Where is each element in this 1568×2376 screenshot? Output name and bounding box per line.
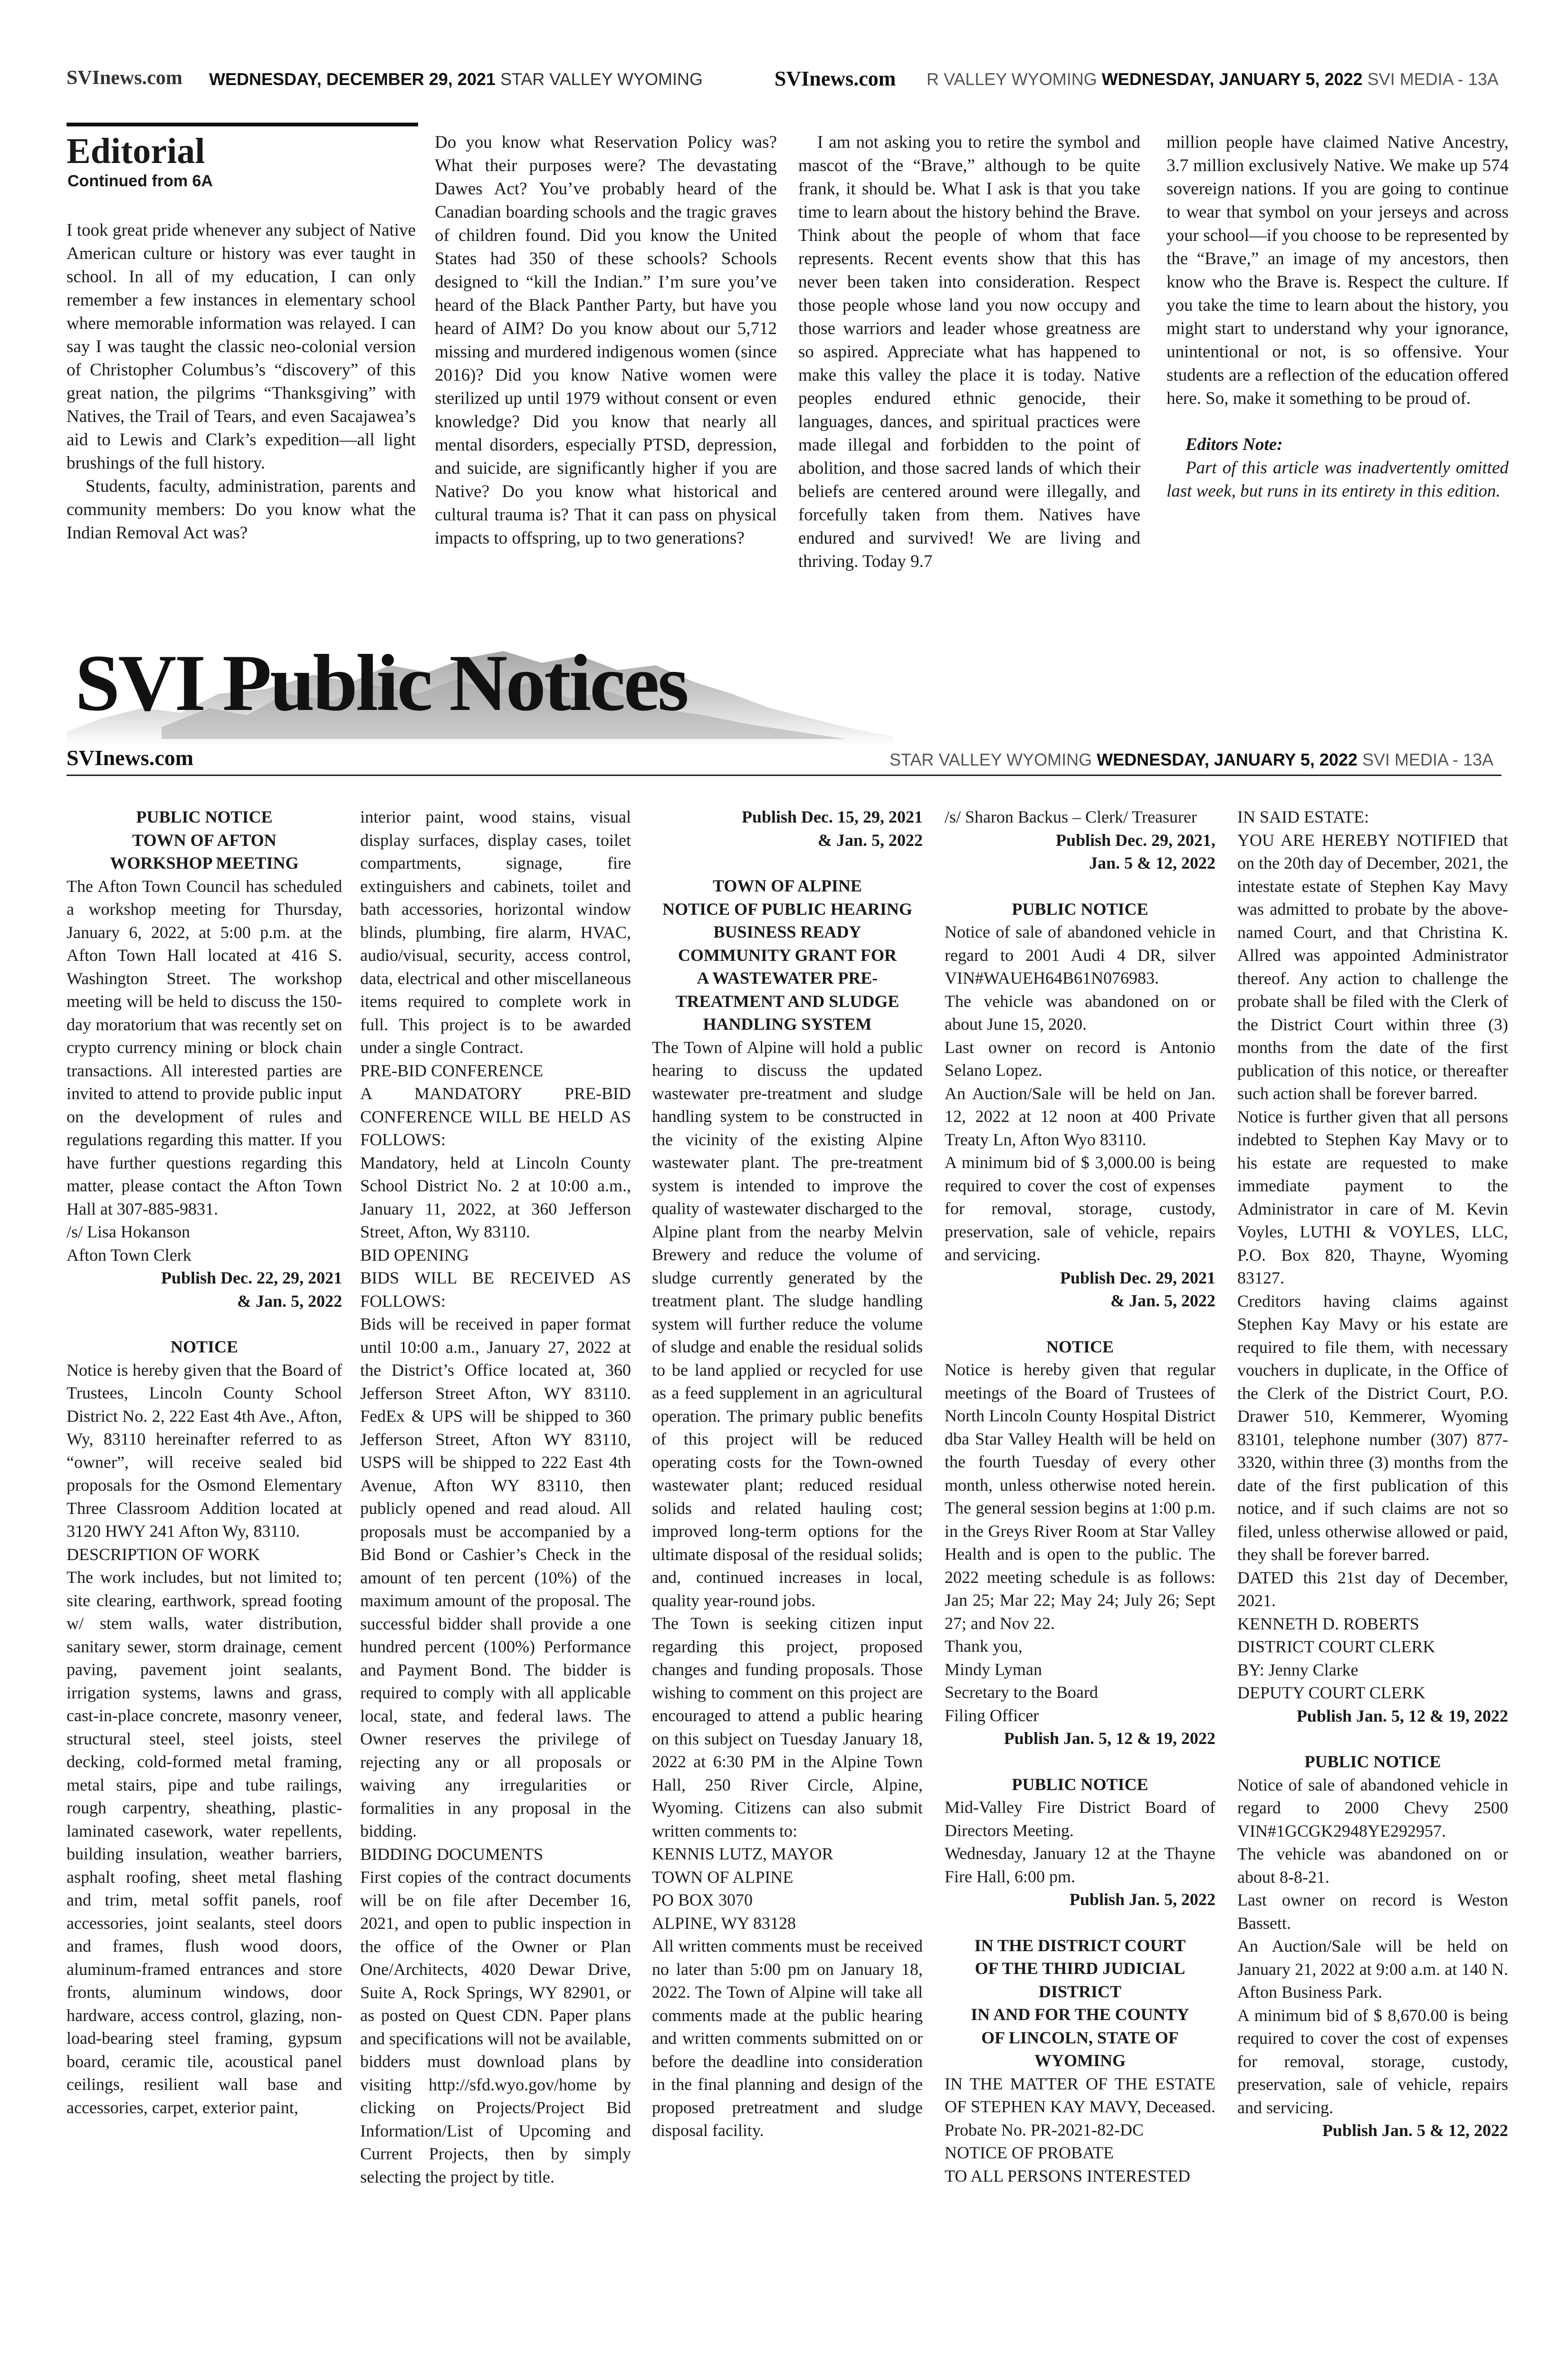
- notice-address: TOWN OF ALPINE: [652, 1867, 794, 1887]
- publish-line: Publish Jan. 5, 2022: [1069, 1890, 1215, 1909]
- notice-body: Last owner on record is Weston Bassett.: [1237, 1890, 1508, 1933]
- notice-body: Notice of sale of abandoned vehicle in regard to 2000 Chevy 2500 VIN#1GCGK2948YE292957.: [1237, 1775, 1508, 1840]
- notice-heading: A WASTEWATER PRE-: [697, 968, 878, 987]
- notice-address: KENNIS LUTZ, MAYOR: [652, 1844, 833, 1863]
- masthead-date: STAR VALLEY WYOMING WEDNESDAY, JANUARY 5, 2022 SVI MEDIA - 13A: [889, 750, 1494, 769]
- publish-line: Publish Jan. 5, 12 & 19, 2022: [1296, 1706, 1508, 1725]
- notices-col-4: [945, 805, 1215, 2187]
- notice-body: The Town is seeking citizen input regarding this project, proposed changes and funding proposals. Those wishing to comment on this project are encouraged to attend a public hearing on this subject on Tuesday January 18, 2022 at 6:30 PM in the Alpine Town Hall, 250 River Circle, Alpine, Wyoming. Citizens can also submit written comments to:: [652, 1614, 923, 1840]
- publish-line: & Jan. 5, 2022: [817, 830, 923, 850]
- editorial-rule: [67, 123, 418, 126]
- notices-col-3: [652, 805, 923, 2142]
- notice-heading: WORKSHOP MEETING: [110, 853, 299, 872]
- notice-body: Notice is hereby given that the Board of Trustees, Lincoln County School District No. 2, 222 East 4th Ave., Afton, Wy, 83110 hereinafter referred to as “owner”, will receive sealed bid proposals for the Osmond Elementary Three Classroom Addition located at 3120 HWY 241 Afton Wy, 83110.: [67, 1360, 342, 1541]
- notice-body: A minimum bid of $ 8,670.00 is being required to cover the cost of expenses for removal, storage, custody, preservation, sale of vehicle, repairs and servicing.: [1237, 2005, 1508, 2117]
- publish-line: Publish Jan. 5 & 12, 2022: [1322, 2121, 1508, 2140]
- notice-heading: IN THE DISTRICT COURT: [974, 1935, 1186, 1955]
- notice-body: IN THE MATTER OF THE ESTATE OF STEPHEN KAY MAVY, Deceased.: [945, 2074, 1216, 2116]
- notice-heading: DISTRICT: [1038, 1982, 1122, 2001]
- notice-subheading: BID OPENING: [360, 1245, 469, 1265]
- notice-heading: OF THE THIRD JUDICIAL: [975, 1959, 1186, 1978]
- notice-address: ALPINE, WY 83128: [652, 1913, 796, 1933]
- editorial-title: Editorial: [67, 131, 205, 171]
- editorial-continued: Continued from 6A: [67, 172, 213, 190]
- editorial-paragraph: Students, faculty, administration, parents and community members: Do you know what the Indian Removal Act was?: [67, 477, 416, 543]
- notice-address: PO BOX 3070: [652, 1890, 753, 1909]
- publish-line: Publish Dec. 29, 2021: [1060, 1268, 1215, 1287]
- masthead-site: SVInews.com: [67, 746, 194, 770]
- notice-signature: KENNETH D. ROBERTS: [1237, 1614, 1419, 1633]
- notices-col-5: [1237, 805, 1508, 2142]
- notice-heading: COMMUNITY GRANT FOR: [678, 945, 897, 965]
- notice-heading: PUBLIC NOTICE: [1012, 899, 1148, 919]
- notice-body: Notice is hereby given that regular meetings of the Board of Trustees of North Lincoln County Hospital District dba Star Valley Health will be held on the fourth Tuesday of every other month, unless otherwise noted herein. The general session begins at 1:00 p.m. in the Greys River Room at Star Valley Health and is open to the public. The 2022 meeting schedule is as follows: Jan 25; Mar 22; May 24; July 26; Sept 27; and Nov 22.: [945, 1360, 1215, 1633]
- publish-line: Publish Jan. 5, 12 & 19, 2022: [1004, 1729, 1215, 1748]
- notice-heading: PUBLIC NOTICE: [1304, 1752, 1441, 1771]
- notice-signature: Mindy Lyman: [945, 1659, 1042, 1679]
- notice-body: BIDS WILL BE RECEIVED AS FOLLOWS:: [360, 1268, 631, 1311]
- publish-line: Publish Dec. 15, 29, 2021: [741, 807, 923, 826]
- notice-signature: Thank you,: [945, 1637, 1023, 1656]
- notice-heading: NOTICE: [1046, 1337, 1114, 1356]
- editorial-paragraph: million people have claimed Native Ancestry, 3.7 million exclusively Native. We make up 574 sovereign nations. If you are going to continue to wear that symbol on your jerseys and across your school—if you choose to be represented by the “Brave,” an image of my ancestors, then know who the Brave is. Respect the culture. If you take the time to learn about the history, you might start to understand why your ignorance, unintentional or not, is so offensive. Your students are a reflection of the education offered here. So, make it something to be proud of.: [1166, 133, 1509, 408]
- notice-subheading: DESCRIPTION OF WORK: [67, 1544, 260, 1564]
- notice-body: The vehicle was abandoned on or about 8-8-21.: [1237, 1844, 1508, 1887]
- notice-signature: DISTRICT COURT CLERK: [1237, 1637, 1435, 1656]
- notice-body: IN SAID ESTATE:: [1237, 807, 1369, 826]
- publish-line: & Jan. 5, 2022: [1110, 1291, 1215, 1310]
- editorial-paragraph: Do you know what Reservation Policy was? What their purposes were? The devastating Dawes Act? You’ve probably heard of the Canadian boarding schools and the tragic graves of children found. Did you know the United States had 350 of these schools? Schools designed to “kill the Indian.” I’m sure you’ve heard of the Black Panther Party, but have you heard of AIM? Do you know about our 5,712 missing and murdered indigenous women (since 2016)? Did you know Native women were sterilized up until 1979 without consent or even knowledge? Did you know that nearly all mental disorders, especially PTSD, depression, and suicide, are significantly higher if you are Native? Do you know what historical and cultural trauma is? That it can pass on physical impacts to offspring, up to two generations?: [435, 133, 777, 548]
- notice-signature: Afton Town Clerk: [67, 1245, 191, 1265]
- notices-col-2: [360, 805, 631, 2188]
- editors-note-body: Part of this article was inadvertently omitted last week, but runs in its entirety in this edition.: [1166, 458, 1509, 501]
- editorial-paragraph: I took great pride whenever any subject of Native American culture or history was ever taught in school. In all of my education, I can only remember a few instances in elementary school where memorable information was relayed. I can say I was taught the classic neo-colonial version of Christopher Columbus’s “discovery” of this great nation, the pilgrims “Thanksgiving” with Natives, the Trail of Tears, and even Sacajawea’s aid to Lewis and Clark’s expedition—all light brushings of the full history.: [67, 220, 416, 473]
- top-right-date: R VALLEY WYOMING WEDNESDAY, JANUARY 5, 2022 SVI MEDIA - 13A: [927, 69, 1499, 89]
- publish-line: Publish Dec. 29, 2021,: [1055, 830, 1215, 850]
- notice-heading: NOTICE OF PUBLIC HEARING: [662, 899, 912, 919]
- notice-subheading: PRE-BID CONFERENCE: [360, 1061, 544, 1080]
- notice-body: All written comments must be received no later than 5:00 pm on January 18, 2022. The Town of Alpine will take all comments made at the public hearing and written comments submitted on or before the deadline into consideration in the final planning and design of the proposed pretreatment and sludge disposal facility.: [652, 1936, 923, 2140]
- notice-body: Bids will be received in paper format until 10:00 a.m., January 27, 2022 at the District’s Office located at, 360 Jefferson Street Afton, WY 83110. FedEx & UPS will be shipped to 360 Jefferson Street, Afton WY 83110, USPS will be shipped to 222 East 4th Avenue, Afton WY 83110, then publicly opened and read aloud. All proposals must be accompanied by a Bid Bond or Cashier’s Check in the amount of ten percent (10%) of the maximum amount of the proposal. The successful bidder shall provide a one hundred percent (100%) Performance and Payment Bond. The bidder is required to comply with all applicable local, state, and federal laws. The Owner reserves the privilege of rejecting any or all proposals or waiving any irregularities or formalities in any proposal in the bidding.: [360, 1314, 631, 1840]
- notice-body: Mandatory, held at Lincoln County School District No. 2 at 10:00 a.m., January 11, 2022, at 360 Jefferson Street, Afton, Wy 83110.: [360, 1153, 631, 1241]
- top-left-date: WEDNESDAY, DECEMBER 29, 2021 STAR VALLEY WYOMING: [209, 69, 703, 89]
- notice-body: NOTICE OF PROBATE: [945, 2143, 1114, 2162]
- publish-line: Publish Dec. 22, 29, 2021: [161, 1268, 342, 1287]
- notice-body: The Afton Town Council has scheduled a workshop meeting for Thursday, January 6, 2022, at 5:00 p.m. at the Afton Town Hall located at 416 S. Washington Street. The workshop meeting will be held to discuss the 150-day moratorium that was recently set on crypto currency mining or block chain transactions. All interested parties are invited to attend to provide public input on the development of rules and regulations regarding this matter. If you have further questions regarding this matter, please contact the Afton Town Hall at 307-885-9831.: [67, 876, 342, 1218]
- notice-body: An Auction/Sale will be held on January 21, 2022 at 9:00 a.m. at 140 N. Afton Business Park.: [1237, 1936, 1508, 2002]
- notice-body: An Auction/Sale will be held on Jan. 12, 2022 at 12 noon at 400 Private Treaty Ln, Afton Wyo 83110.: [945, 1083, 1215, 1149]
- notice-body: A minimum bid of $ 3,000.00 is being required to cover the cost of expenses for removal, storage, custody, preservation, sale of vehicle, repairs and servicing.: [945, 1153, 1215, 1264]
- notice-signature: Filing Officer: [945, 1705, 1039, 1725]
- notice-body: Notice of sale of abandoned vehicle in regard to 2001 Audi 4 DR, silver VIN#WAUEH64B61N076983.: [945, 922, 1215, 987]
- publish-line: Jan. 5 & 12, 2022: [1089, 853, 1215, 872]
- notice-body: Last owner on record is Antonio Selano Lopez.: [945, 1037, 1215, 1080]
- notice-body: Wednesday, January 12 at the Thayne Fire Hall, 6:00 pm.: [945, 1844, 1215, 1886]
- notice-body: TO ALL PERSONS INTERESTED: [945, 2166, 1191, 2185]
- top-mid-site: SVInews.com: [774, 67, 896, 90]
- notice-heading: OF LINCOLN, STATE OF: [981, 2028, 1179, 2047]
- notice-heading: IN AND FOR THE COUNTY: [971, 2005, 1189, 2024]
- notice-signature: BY: Jenny Clarke: [1237, 1660, 1358, 1679]
- editorial-paragraph: I am not asking you to retire the symbol and mascot of the “Brave,” although to be quite frank, it should be. What I ask is that you take time to learn about the history behind the Brave. Think about the people of whom that face represents. Recent events show that this has never been taken into consideration. Respect those people whose land you now occupy and those warriors and leader whose greatness are so aspired. Appreciate what has happened to make this valley the place it is today. Native peoples endured ethnic genocide, their languages, dances, and spiritual practices were made illegal and forbidden to the point of abolition, and those sacred lands of which their beliefs are centered around were illegally, and forcefully taken from them. Natives have endured and survived! We are living and thriving. Today 9.7: [798, 133, 1140, 571]
- notice-subheading: BIDDING DOCUMENTS: [360, 1844, 543, 1864]
- notice-body: interior paint, wood stains, visual display surfaces, display cases, toilet compartments, signage, fire extinguishers and cabinets, toilet and bath accessories, horizontal window blinds, plumbing, fire alarm, HVAC, audio/visual, security, access control, data, electrical and other miscellaneous items required to complete work in full. This project is to be awarded under a single Contract.: [360, 807, 631, 1057]
- notice-heading: TOWN OF AFTON: [132, 830, 277, 850]
- editors-note-heading: Editors Note:: [1186, 435, 1283, 454]
- notice-heading: NOTICE: [170, 1337, 239, 1356]
- editorial-col-1: [67, 219, 416, 545]
- notice-signature: DEPUTY COURT CLERK: [1237, 1683, 1425, 1702]
- notice-heading: WYOMING: [1034, 2051, 1126, 2070]
- editorial-col-3: [798, 131, 1140, 573]
- notice-body: A MANDATORY PRE-BID CONFERENCE WILL BE HELD AS FOLLOWS:: [360, 1084, 631, 1149]
- notice-body: The Town of Alpine will hold a public hearing to discuss the updated wastewater pre-treatment and sludge handling system to be constructed in the vicinity of the existing Alpine wastewater plant. The pre-treatment system is intended to improve the quality of wastewater discharged to the Alpine plant from the nearby Melvin Brewery and reduce the volume of sludge currently generated by the treatment plant. The sludge handling system will further reduce the volume of sludge and enable the residual solids to be land applied or recycled for use as a feed supplement in an agricultural operation. The primary public benefits of this project will be reduced operating costs for the Town-owned wastewater plant; reduced residual solids and related hauling cost; improved long-term options for the ultimate disposal of the residual solids; and, continued increases in local, quality year-round jobs.: [652, 1037, 923, 1610]
- notice-body: The work includes, but not limited to; site clearing, earthwork, spread footing w/ stem walls, water distribution, sanitary sewer, storm drainage, cement paving, pavement joint sealants, irrigation systems, lawns and grass, cast-in-place concrete, masonry veneer, structural steel, steel joists, steel decking, cold-formed metal framing, metal stairs, pipe and tube railings, rough carpentry, sheathing, plastic-laminated casework, water repellents, building insulation, weather barriers, asphalt roofing, sheet metal flashing and trim, metal soffit panels, roof accessories, joint sealants, steel doors and frames, flush wood doors, aluminum-framed entrances and store fronts, aluminum windows, door hardware, access control, glazing, non-load-bearing steel framing, gypsum board, ceramic tile, acoustical panel ceilings, resilient wall base and accessories, carpet, exterior paint,: [67, 1568, 342, 2117]
- publish-line: & Jan. 5, 2022: [237, 1291, 342, 1311]
- masthead-title: SVI Public Notices: [75, 638, 687, 728]
- notice-body: Notice is further given that all persons indebted to Stephen Kay Mavy or to his estate are requested to make immediate payment to the Administrator in care of M. Kevin Voyles, LUTHI & VOYLES, LLC, P.O. Box 820, Thayne, Wyoming 83127.: [1237, 1107, 1508, 1287]
- notice-signature: Secretary to the Board: [945, 1683, 1098, 1702]
- notice-body: First copies of the contract documents will be on file after December 16, 2021, and open to public inspection in the office of the Owner or Plan One/Architects, 4020 Dewar Drive, Suite A, Rock Springs, WY 82901, or as posted on Quest CDN. Paper plans and specifications will not be available, bidders must download plans by visiting http://sfd.wyo.gov/home by clicking on Projects/Project Bid Information/List of Upcoming and Current Projects, then by simply selecting the project by title.: [360, 1868, 631, 2186]
- notice-heading: TREATMENT AND SLUDGE: [675, 991, 899, 1011]
- notice-body: Mid-Valley Fire District Board of Directors Meeting.: [945, 1798, 1215, 1840]
- editorial-col-2: [435, 131, 777, 550]
- editorial-col-4: [1166, 131, 1509, 503]
- notice-body: Creditors having claims against Stephen Kay Mavy or his estate are required to file them, with necessary vouchers in duplicate, in the Office of the Clerk of the District Court, P.O. Drawer 510, Kemmerer, Wyoming 83101, telephone number (307) 877-3320, within three (3) months from the date of the first publication of this notice, and if such claims are not so filed, unless otherwise allowed or paid, they shall be forever barred.: [1237, 1291, 1508, 1564]
- notice-heading: BUSINESS READY: [713, 922, 861, 941]
- top-running-header: [67, 67, 1501, 95]
- notice-heading: HANDLING SYSTEM: [703, 1015, 872, 1034]
- notice-heading: PUBLIC NOTICE: [1012, 1774, 1148, 1794]
- notice-body: DATED this 21st day of December, 2021.: [1237, 1568, 1508, 1610]
- notice-signature: /s/ Lisa Hokanson: [67, 1222, 190, 1241]
- notice-heading: PUBLIC NOTICE: [136, 807, 273, 826]
- notice-heading: TOWN OF ALPINE: [712, 876, 862, 895]
- notice-signature: /s/ Sharon Backus – Clerk/ Treasurer: [945, 807, 1197, 826]
- notice-body: YOU ARE HEREBY NOTIFIED that on the 20th day of December, 2021, the intestate estate of Stephen Kay Mavy was admitted to probate by the above-named Court, and that Christina K. Allred was appointed Administrator thereof. Any action to challenge the probate shall be filed with the Clerk of the District Court within three (3) months from the date of the first publication of this notice, or thereafter such action shall be forever barred.: [1237, 830, 1508, 1103]
- notice-body: The vehicle was abandoned on or about June 15, 2020.: [945, 991, 1215, 1034]
- masthead-rule: [67, 775, 1501, 776]
- notices-col-1: [67, 805, 342, 2119]
- top-left-site: SVInews.com: [67, 67, 182, 89]
- notice-body: Probate No. PR-2021-82-DC: [945, 2120, 1144, 2139]
